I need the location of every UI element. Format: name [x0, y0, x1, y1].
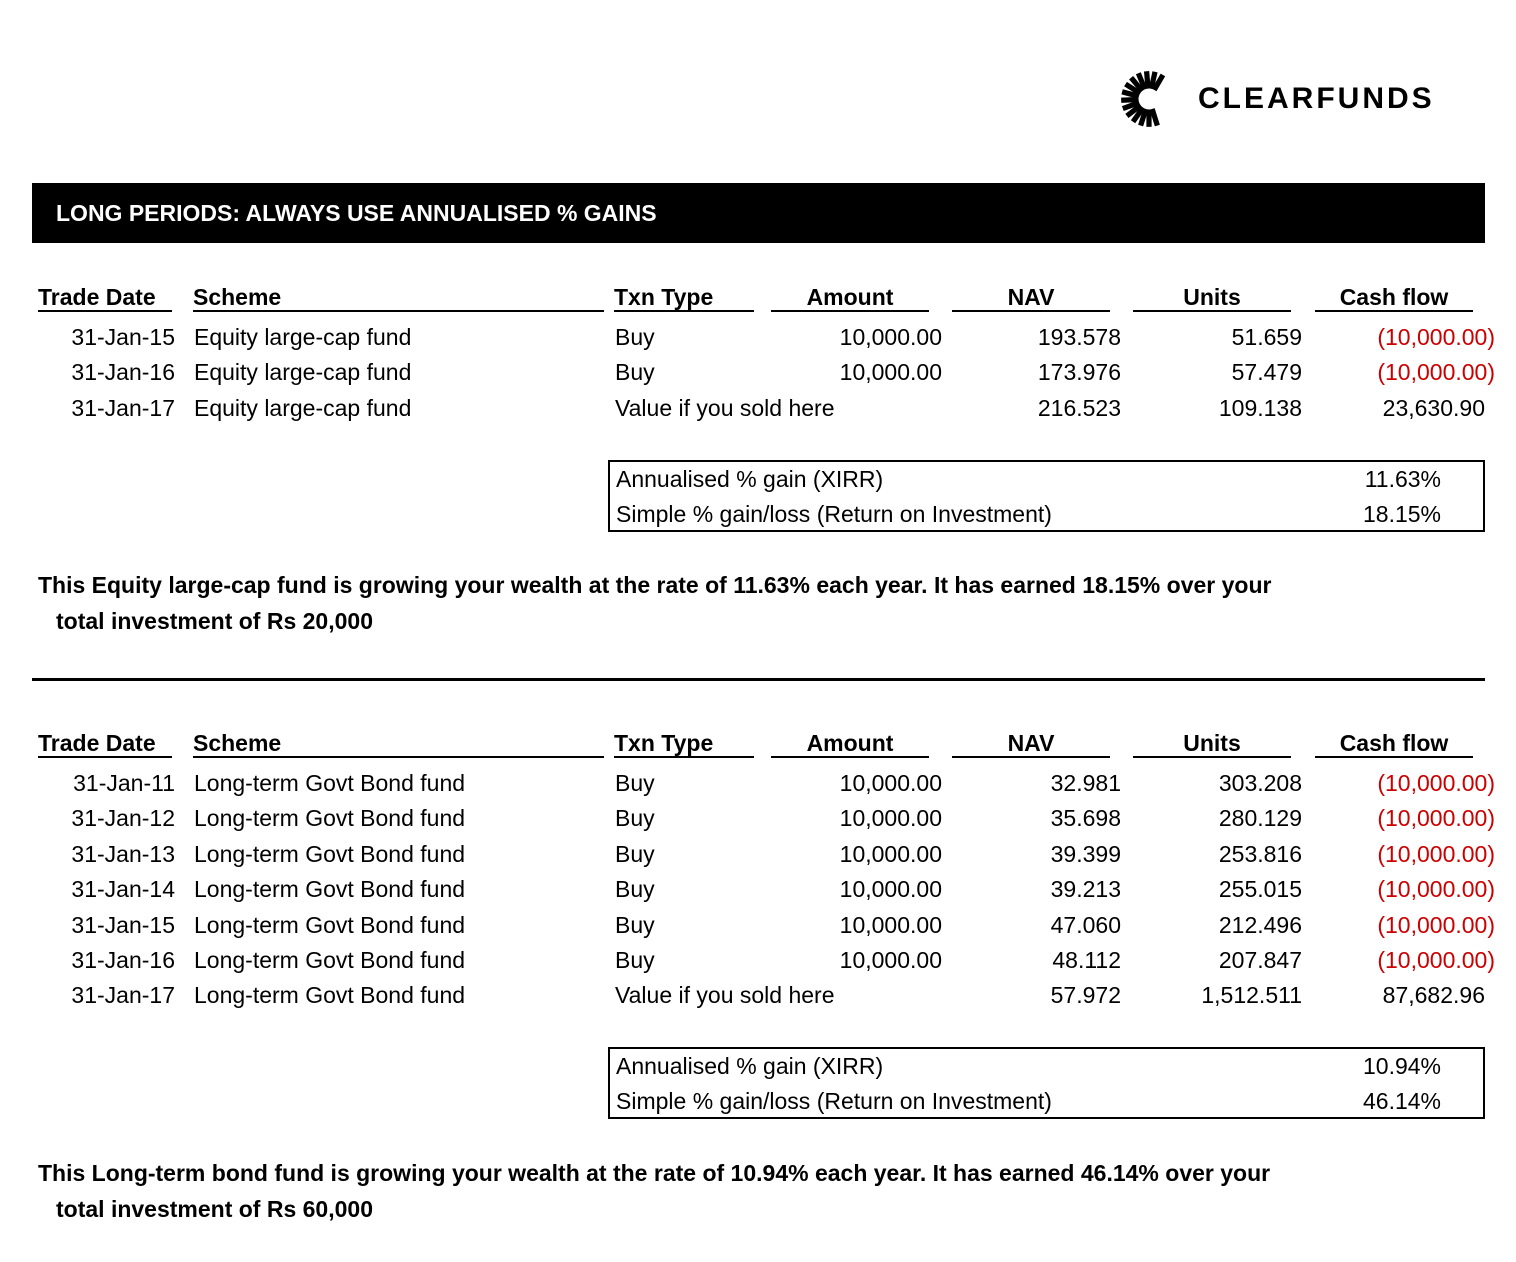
- column-header-units: Units: [1133, 728, 1291, 758]
- trade-date-cell: 31-Jan-15: [71, 324, 175, 350]
- trade-date-cell: 31-Jan-17: [71, 982, 175, 1009]
- clearfunds-logo-icon: [1120, 70, 1178, 128]
- txn-type-cell: Buy: [615, 805, 655, 832]
- simple-gain-label: Simple % gain/loss (Return on Investment): [616, 501, 1052, 527]
- table-row: [0, 801, 1516, 836]
- summary-note: [38, 567, 1458, 639]
- cash-flow-cell: (10,000.00): [1377, 911, 1495, 938]
- nav-cell: 35.698: [1050, 805, 1121, 832]
- column-header-amount: Amount: [771, 728, 929, 758]
- simple-gain-label: Simple % gain/loss (Return on Investment): [616, 1088, 1052, 1114]
- nav-cell: 32.981: [1050, 770, 1121, 796]
- annualised-gain-value: 10.94%: [1362, 1053, 1441, 1079]
- amount-cell: 10,000.00: [839, 911, 942, 938]
- units-cell: 51.659: [1231, 324, 1302, 350]
- simple-gain-value: 46.14%: [1362, 1088, 1441, 1114]
- table-row: [0, 355, 1516, 390]
- table-row: [0, 391, 1516, 426]
- amount-cell: 10,000.00: [839, 770, 942, 796]
- nav-cell: 39.399: [1050, 840, 1121, 867]
- annualised-gain-row: [610, 1049, 1483, 1084]
- txn-type-cell: Buy: [615, 911, 655, 938]
- returns-summary-box: [608, 460, 1485, 532]
- column-header-txn-type: Txn Type: [614, 282, 754, 312]
- cash-flow-cell: (10,000.00): [1377, 840, 1495, 867]
- table-row: [0, 978, 1516, 1013]
- cash-flow-cell: (10,000.00): [1377, 876, 1495, 903]
- scheme-cell: Equity large-cap fund: [194, 359, 412, 386]
- txn-type-cell: Buy: [615, 947, 655, 973]
- cash-flow-cell: (10,000.00): [1377, 805, 1495, 832]
- cash-flow-cell: (10,000.00): [1377, 770, 1495, 796]
- trade-date-cell: 31-Jan-12: [71, 805, 175, 832]
- units-cell: 253.816: [1218, 840, 1302, 867]
- table-row: [0, 943, 1516, 978]
- nav-cell: 57.972: [1050, 982, 1121, 1009]
- table-row: [0, 872, 1516, 907]
- amount-cell: 10,000.00: [839, 876, 942, 903]
- nav-cell: 193.578: [1037, 324, 1121, 350]
- brand-logo: [1120, 70, 1435, 128]
- column-header-units: Units: [1133, 282, 1291, 312]
- table-row: [0, 766, 1516, 801]
- simple-gain-row: [610, 497, 1483, 532]
- scheme-cell: Long-term Govt Bond fund: [194, 770, 466, 796]
- txn-type-cell: Buy: [615, 770, 655, 796]
- column-header-trade-date: Trade Date: [38, 282, 172, 312]
- nav-cell: 39.213: [1050, 876, 1121, 903]
- trade-date-cell: 31-Jan-16: [71, 359, 175, 386]
- nav-cell: 216.523: [1037, 394, 1121, 421]
- amount-cell: 10,000.00: [839, 840, 942, 867]
- scheme-cell: Equity large-cap fund: [194, 394, 412, 421]
- column-header-scheme: Scheme: [193, 282, 604, 312]
- column-header-nav: NAV: [952, 282, 1110, 312]
- annualised-gain-label: Annualised % gain (XIRR): [616, 1053, 884, 1079]
- units-cell: 280.129: [1218, 805, 1302, 832]
- returns-summary-box: [608, 1047, 1485, 1119]
- nav-cell: 47.060: [1050, 911, 1121, 938]
- column-header-nav: NAV: [952, 728, 1110, 758]
- units-cell: 212.496: [1218, 911, 1302, 938]
- scheme-cell: Long-term Govt Bond fund: [194, 982, 466, 1009]
- summary-note-line-1: This Long-term bond fund is growing your wealth at the rate of 10.94% each year. It has earned 46.14% over your: [38, 1160, 1271, 1186]
- column-header-txn-type: Txn Type: [614, 728, 754, 758]
- cash-flow-cell: (10,000.00): [1377, 324, 1495, 350]
- txn-type-cell: Buy: [615, 840, 655, 867]
- brand-name: CLEARFUNDS: [1198, 82, 1435, 115]
- amount-cell: 10,000.00: [839, 359, 942, 386]
- trade-date-cell: 31-Jan-17: [71, 394, 175, 421]
- column-header-cash-flow: Cash flow: [1315, 282, 1473, 312]
- trade-date-cell: 31-Jan-15: [71, 911, 175, 938]
- column-header-trade-date: Trade Date: [38, 728, 172, 758]
- nav-cell: 173.976: [1037, 359, 1121, 386]
- section-banner: LONG PERIODS: ALWAYS USE ANNUALISED % GAINS: [32, 183, 1485, 243]
- scheme-cell: Long-term Govt Bond fund: [194, 840, 466, 867]
- column-header-scheme: Scheme: [193, 728, 604, 758]
- annualised-gain-label: Annualised % gain (XIRR): [616, 466, 884, 492]
- section-divider: [32, 678, 1485, 681]
- amount-cell: 10,000.00: [839, 324, 942, 350]
- units-cell: 109.138: [1218, 394, 1302, 421]
- nav-cell: 48.112: [1052, 947, 1121, 973]
- txn-type-cell: Buy: [615, 324, 655, 350]
- units-cell: 1,512.511: [1201, 982, 1302, 1009]
- units-cell: 303.208: [1218, 770, 1302, 796]
- amount-cell: 10,000.00: [839, 947, 942, 973]
- annualised-gain-value: 11.63%: [1364, 466, 1441, 492]
- amount-cell: 10,000.00: [839, 805, 942, 832]
- table-row: [0, 320, 1516, 355]
- cash-flow-cell: (10,000.00): [1377, 947, 1495, 973]
- trade-date-cell: 31-Jan-13: [71, 840, 175, 867]
- table-row: [0, 837, 1516, 872]
- units-cell: 255.015: [1218, 876, 1302, 903]
- trade-date-cell: 31-Jan-14: [71, 876, 175, 903]
- units-cell: 207.847: [1218, 947, 1302, 973]
- cash-flow-cell: (10,000.00): [1377, 359, 1495, 386]
- column-header-amount: Amount: [771, 282, 929, 312]
- trade-date-cell: 31-Jan-16: [71, 947, 175, 973]
- trade-date-cell: 31-Jan-11: [73, 770, 175, 796]
- scheme-cell: Long-term Govt Bond fund: [194, 876, 466, 903]
- cash-flow-cell: 23,630.90: [1382, 394, 1485, 421]
- summary-note-line-2: total investment of Rs 60,000: [56, 1196, 373, 1222]
- annualised-gain-row: [610, 462, 1483, 497]
- scheme-cell: Long-term Govt Bond fund: [194, 947, 466, 973]
- column-header-cash-flow: Cash flow: [1315, 728, 1473, 758]
- txn-type-cell: Value if you sold here: [615, 982, 835, 1009]
- summary-note: [38, 1155, 1458, 1227]
- units-cell: 57.479: [1231, 359, 1302, 386]
- simple-gain-value: 18.15%: [1362, 501, 1441, 527]
- simple-gain-row: [610, 1084, 1483, 1119]
- scheme-cell: Long-term Govt Bond fund: [194, 805, 466, 832]
- scheme-cell: Equity large-cap fund: [194, 324, 412, 350]
- scheme-cell: Long-term Govt Bond fund: [194, 911, 466, 938]
- table-row: [0, 908, 1516, 943]
- cash-flow-cell: 87,682.96: [1382, 982, 1485, 1009]
- txn-type-cell: Value if you sold here: [615, 394, 835, 421]
- summary-note-line-1: This Equity large-cap fund is growing your wealth at the rate of 11.63% each year. It has earned 18.15% over your: [38, 572, 1272, 598]
- summary-note-line-2: total investment of Rs 20,000: [56, 608, 373, 634]
- txn-type-cell: Buy: [615, 359, 655, 386]
- txn-type-cell: Buy: [615, 876, 655, 903]
